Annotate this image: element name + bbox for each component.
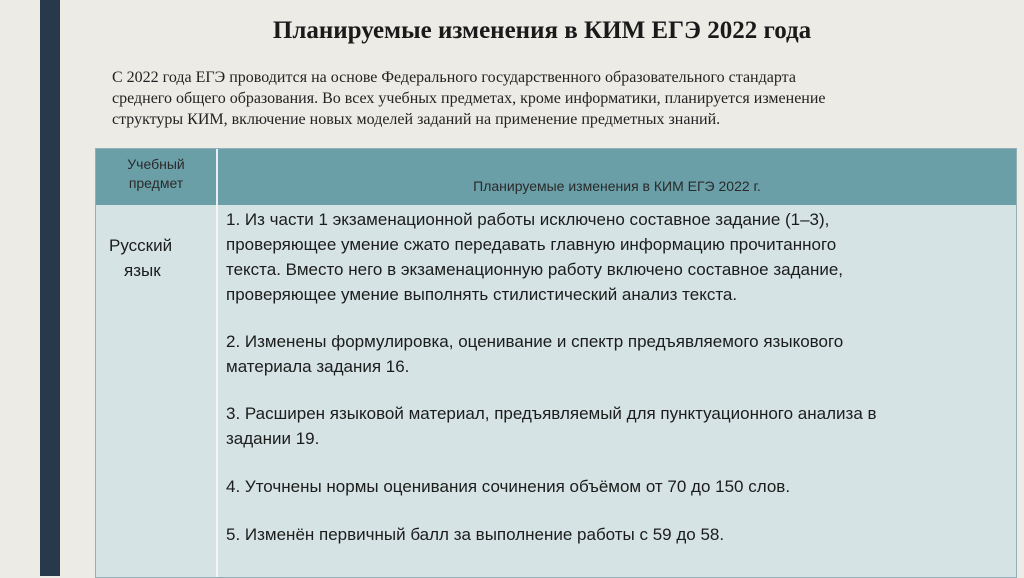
table-row xyxy=(96,205,1016,577)
subject-line: язык xyxy=(124,261,161,280)
intro-line: С 2022 года ЕГЭ проводится на основе Федерального государственного образовательного стандарта xyxy=(112,69,796,86)
change-item-1 xyxy=(226,207,1006,307)
change-item-5 xyxy=(226,522,1006,547)
intro-paragraph xyxy=(112,67,992,130)
change-line: 3. Расширен языковой материал, предъявляемый для пунктуационного анализа в xyxy=(226,404,877,423)
change-item-2 xyxy=(226,329,1006,379)
change-line: материала задания 16. xyxy=(226,357,410,376)
header-changes-cell: Планируемые изменения в КИМ ЕГЭ 2022 г. xyxy=(473,178,761,194)
left-accent-bar xyxy=(40,0,60,576)
subject-cell xyxy=(96,205,218,577)
change-item-4 xyxy=(226,474,1006,499)
change-line: текста. Вместо него в экзаменационную работу включено составное задание, xyxy=(226,260,844,279)
table-header xyxy=(96,149,1016,205)
change-line: 1. Из части 1 экзаменационной работы исключено составное задание (1–3), xyxy=(226,210,830,229)
change-line: проверяющее умение выполнять стилистический анализ текста. xyxy=(226,285,738,304)
intro-line: структуры КИМ, включение новых моделей заданий на применение предметных знаний. xyxy=(112,111,721,128)
page-title: Планируемые изменения в КИМ ЕГЭ 2022 года xyxy=(272,17,812,44)
change-line: 2. Изменены формулировка, оценивание и спектр предъявляемого языкового xyxy=(226,332,844,351)
subject-line: Русский xyxy=(109,236,173,255)
header-subject-line: предмет xyxy=(128,175,184,191)
change-line: проверяющее умение сжато передавать главную информацию прочитанного xyxy=(226,235,837,254)
header-subject-line: Учебный xyxy=(127,156,185,172)
change-item-3 xyxy=(226,401,1006,451)
intro-line: среднего общего образования. Во всех учебных предметах, кроме информатики, планируется изменение xyxy=(112,90,826,107)
change-line: 4. Уточнены нормы оценивания сочинения объёмом от 70 до 150 слов. xyxy=(226,477,791,496)
change-line: 5. Изменён первичный балл за выполнение работы с 59 до 58. xyxy=(226,525,725,544)
header-subject-cell xyxy=(96,149,218,205)
change-line: задании 19. xyxy=(226,429,320,448)
changes-table xyxy=(95,148,1017,578)
